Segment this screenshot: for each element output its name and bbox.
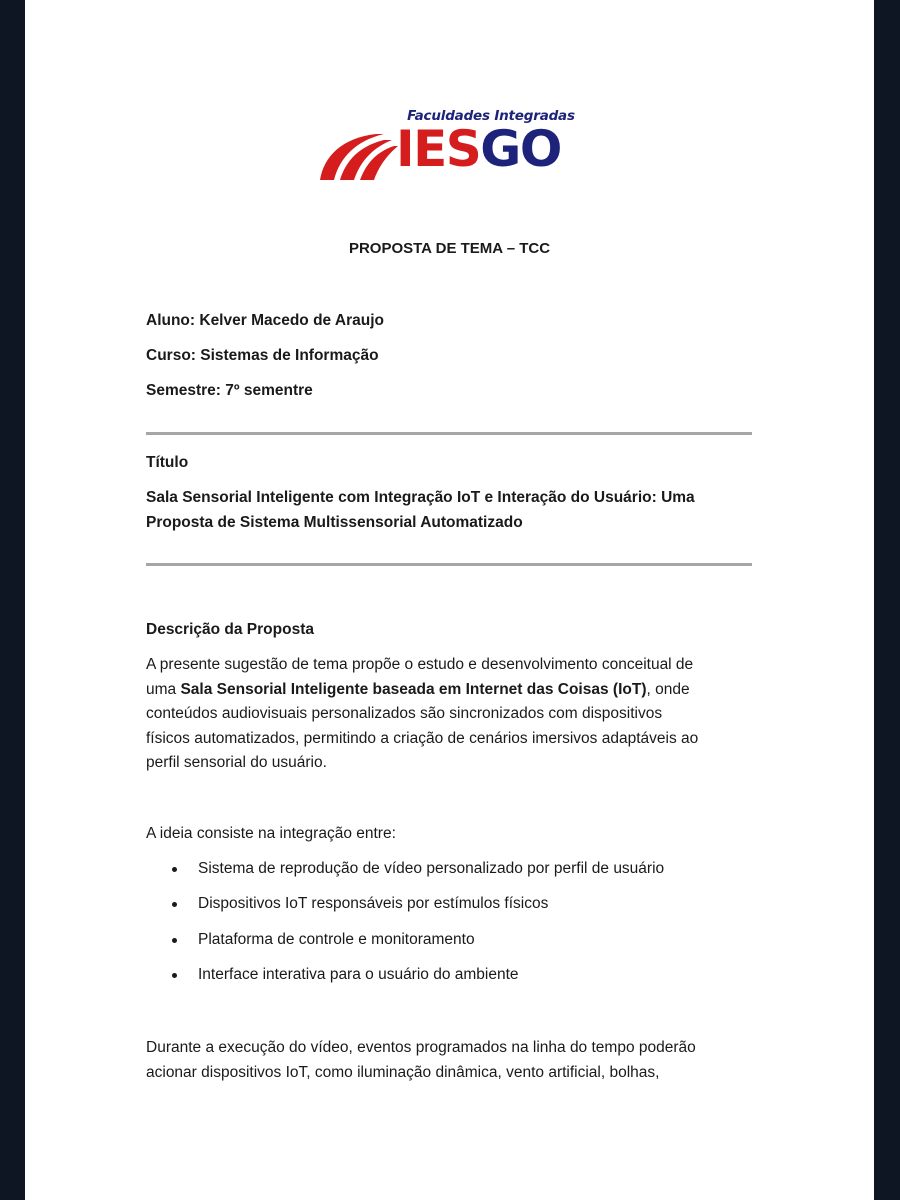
divider xyxy=(146,432,752,435)
bullet-icon xyxy=(172,973,177,978)
logo-word-go: GO xyxy=(480,120,561,178)
paragraph-line: acionar dispositivos IoT, como iluminação dinâmica, vento artificial, bolhas, xyxy=(146,1063,660,1081)
paragraph-line: perfil sensorial do usuário. xyxy=(146,754,327,771)
document-page xyxy=(25,0,874,1200)
iesgo-logo xyxy=(318,108,590,184)
paragraph-2-intro: A ideia consiste na integração entre: xyxy=(146,825,396,842)
paragraph-1 xyxy=(146,653,698,776)
paragraph-line xyxy=(146,678,698,703)
list-item xyxy=(146,965,664,1000)
text-run: uma xyxy=(146,680,181,698)
logo-wordmark xyxy=(396,120,561,178)
list-item-text: Dispositivos IoT responsáveis por estímulos físicos xyxy=(198,895,549,913)
titulo-line-2: Proposta de Sistema Multissensorial Automatizado xyxy=(146,514,523,531)
titulo-line-1: Sala Sensorial Inteligente com Integração IoT e Interação do Usuário: Uma xyxy=(146,489,695,506)
paragraph-line: conteúdos audiovisuais personalizados são sincronizados com dispositivos xyxy=(146,705,663,722)
logo-swoosh-icon xyxy=(318,126,400,182)
semester: Semestre: 7º sementre xyxy=(146,382,313,399)
paragraph-line: A presente sugestão de tema propõe o estudo e desenvolvimento conceitual de xyxy=(146,656,694,673)
document-title: PROPOSTA DE TEMA – TCC xyxy=(348,240,551,257)
student-name: Aluno: Kelver Macedo de Araujo xyxy=(146,312,384,329)
logo-top-text: Faculdades Integradas xyxy=(407,108,575,124)
bullet-icon xyxy=(172,867,177,872)
list-item xyxy=(146,894,664,929)
list-item xyxy=(146,859,664,894)
course-name: Curso: Sistemas de Informação xyxy=(146,347,379,364)
list-item-text: Interface interativa para o usuário do ambiente xyxy=(198,965,519,983)
titulo-label: Título xyxy=(146,454,189,471)
divider xyxy=(146,563,752,566)
paragraph-3 xyxy=(146,1036,696,1085)
list-item-text: Plataforma de controle e monitoramento xyxy=(198,930,475,948)
bullet-list xyxy=(146,859,664,1000)
text-run: , onde xyxy=(646,680,690,698)
bullet-icon xyxy=(172,902,177,907)
paragraph-line: Durante a execução do vídeo, eventos programados na linha do tempo poderão xyxy=(146,1039,696,1056)
logo-word-ies: IES xyxy=(396,120,481,178)
bullet-icon xyxy=(172,938,177,943)
descricao-heading: Descrição da Proposta xyxy=(146,621,314,638)
text-run-bold: Sala Sensorial Inteligente baseada em Internet das Coisas (IoT) xyxy=(180,680,647,698)
paragraph-line: físicos automatizados, permitindo a criação de cenários imersivos adaptáveis ao xyxy=(146,729,699,747)
list-item xyxy=(146,930,664,965)
list-item-text: Sistema de reprodução de vídeo personalizado por perfil de usuário xyxy=(198,860,665,877)
